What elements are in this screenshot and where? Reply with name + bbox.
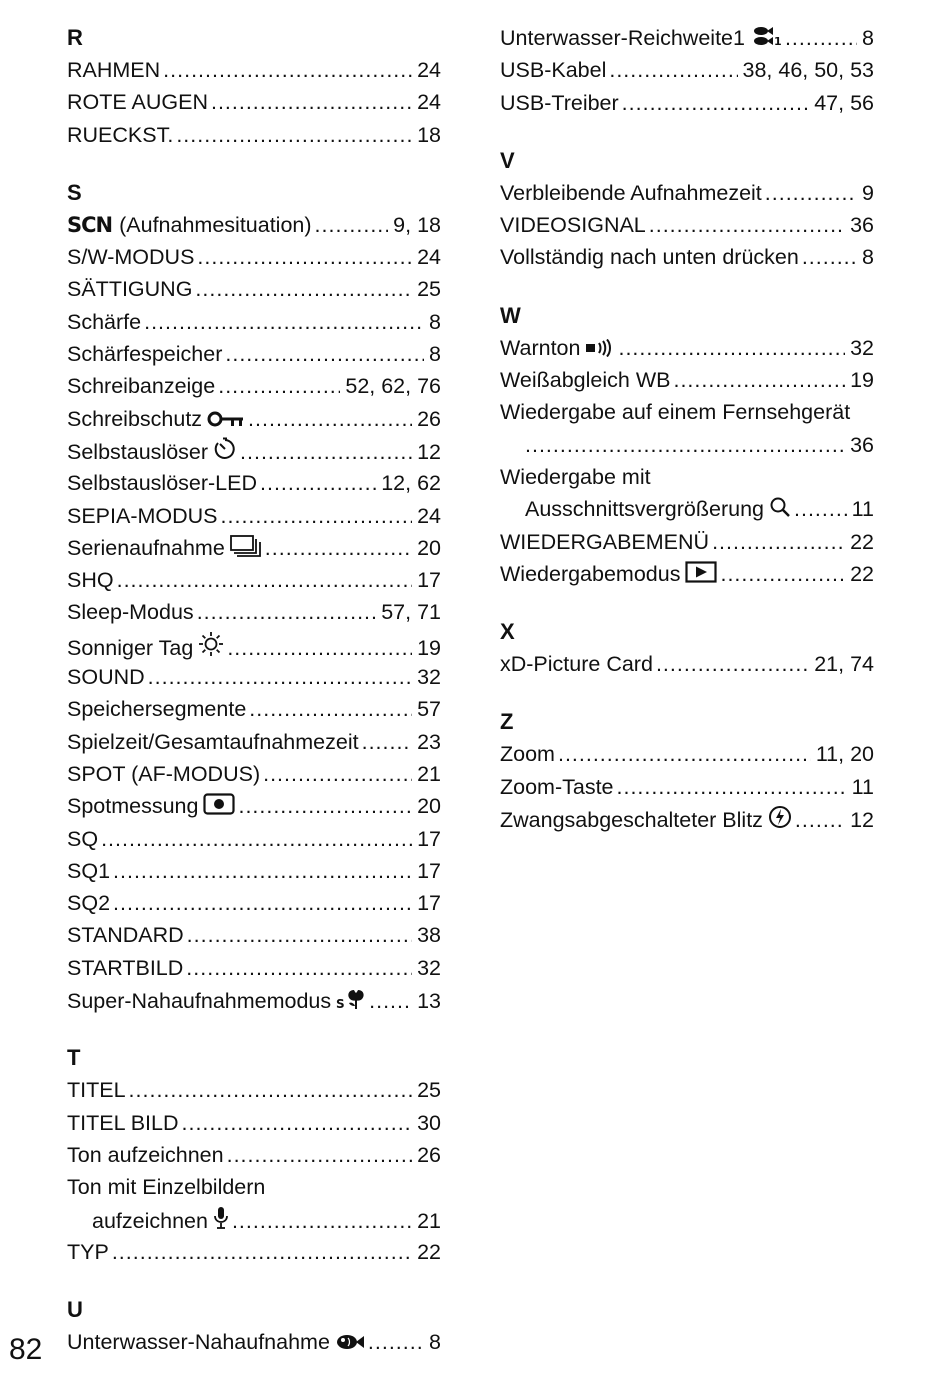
entry-page: 8 <box>862 245 874 270</box>
index-entry <box>500 177 874 209</box>
index-entry <box>67 403 441 435</box>
index-entry <box>67 1139 441 1171</box>
entry-page: 24 <box>417 245 441 270</box>
entry-term: SÄTTIGUNG <box>67 277 193 302</box>
entry-page: 38 <box>417 923 441 948</box>
entry-page: 26 <box>417 1142 441 1167</box>
entry-page: 24 <box>417 58 441 82</box>
index-entry <box>67 306 441 338</box>
entry-term: SEPIA-MODUS <box>67 503 218 528</box>
entry-term: Sleep-Modus <box>67 600 194 625</box>
entry-page: 36 <box>850 432 874 457</box>
entry-term: SQ2 <box>67 891 111 916</box>
entry-term: Schreibanzeige <box>67 374 216 399</box>
index-entry <box>500 396 874 428</box>
entry-page: 19 <box>850 368 874 393</box>
entry-term: Wiedergabe mit <box>500 464 651 489</box>
page-number: 82 <box>9 1333 43 1366</box>
index-entry <box>500 738 874 770</box>
index-entry <box>67 952 441 984</box>
entry-term: Serienaufnahme <box>67 535 225 560</box>
section-letter: T <box>67 1045 81 1071</box>
index-entry <box>500 332 874 364</box>
index-entry <box>67 823 441 855</box>
entry-term: Zoom <box>500 742 555 767</box>
entry-page: 8 <box>429 309 441 334</box>
index-entry <box>500 461 874 493</box>
index-section-r <box>67 22 441 151</box>
index-entry <box>500 558 874 590</box>
sun-icon <box>198 631 224 657</box>
index-entry <box>67 984 441 1016</box>
spot-metering-icon <box>203 793 235 815</box>
entry-page: 9 <box>862 180 874 205</box>
section-letter: X <box>500 619 515 645</box>
entry-term: USB-Kabel <box>500 58 607 83</box>
index-entry <box>67 370 441 402</box>
entry-page: 57, 71 <box>381 600 441 625</box>
beep-icon <box>585 339 615 357</box>
entry-term: Schärfe <box>67 309 142 334</box>
index-entry <box>67 887 441 919</box>
index-entry <box>67 1236 441 1268</box>
playback-icon <box>685 561 717 583</box>
entry-page: 17 <box>417 826 441 851</box>
entry-term: TITEL BILD <box>67 1110 179 1135</box>
entry-page: 19 <box>417 635 441 660</box>
index-entry <box>500 22 874 54</box>
entry-page: 11, 20 <box>815 742 874 767</box>
index-section-t <box>67 1042 441 1268</box>
entry-page: 17 <box>417 568 441 593</box>
index-entry <box>67 919 441 951</box>
entry-term: Schärfespeicher <box>67 342 223 367</box>
entry-term: TYP <box>67 1239 109 1264</box>
entry-term: Weißabgleich WB <box>500 368 671 393</box>
super-macro-icon <box>336 986 366 1010</box>
index-entry <box>67 54 441 86</box>
index-entry <box>500 209 874 241</box>
index-entry <box>500 771 874 803</box>
index-entry <box>67 338 441 370</box>
index-entry <box>500 364 874 396</box>
index-entry <box>500 54 874 86</box>
entry-page: 30 <box>417 1110 441 1135</box>
index-entry <box>67 435 441 467</box>
entry-page: 52, 62, 76 <box>345 374 441 399</box>
entry-term: SQ1 <box>67 858 111 883</box>
entry-term: Warnton <box>500 335 581 360</box>
index-entry <box>67 119 441 151</box>
section-letter: W <box>500 302 521 328</box>
entry-term: SOUND <box>67 665 145 690</box>
entry-page: 21 <box>417 761 441 786</box>
index-section-s <box>67 177 441 1016</box>
index-entry <box>67 564 441 596</box>
entry-page: 17 <box>417 858 441 883</box>
entry-page: 12 <box>850 808 874 833</box>
entry-term: WIEDERGABEMENÜ <box>500 529 710 554</box>
entry-term: xD-Picture Card <box>500 652 653 677</box>
entry-term: VIDEOSIGNAL <box>500 213 646 238</box>
entry-term: Unterwasser-Nahaufnahme <box>67 1330 330 1355</box>
entry-page: 21, 74 <box>814 652 874 677</box>
index-entry <box>500 803 874 835</box>
index-entry <box>67 1107 441 1139</box>
entry-term: Schreibschutz <box>67 406 203 431</box>
entry-term: (Aufnahmesituation) <box>119 212 312 237</box>
section-letter: U <box>67 1297 83 1323</box>
entry-page: 32 <box>417 665 441 690</box>
index-entry <box>67 855 441 887</box>
entry-term: RUECKST. <box>67 122 174 147</box>
entry-term: Zwangsabgeschalteter Blitz <box>500 808 763 833</box>
index-section-u-continued <box>500 22 874 119</box>
index-entry <box>67 86 441 118</box>
index-entry <box>67 790 441 822</box>
entry-page: 8 <box>429 1330 441 1355</box>
entry-term: Ton aufzeichnen <box>67 1142 224 1167</box>
index-entry <box>67 1204 441 1236</box>
entry-page: 23 <box>417 729 441 754</box>
index-section-v <box>500 145 874 274</box>
entry-term: Vollständig nach unten drücken <box>500 245 799 270</box>
underwater-wide-icon <box>750 25 782 47</box>
index-column-right <box>500 22 874 835</box>
entry-page: 25 <box>417 277 441 302</box>
index-entry <box>67 500 441 532</box>
index-entry <box>67 1326 441 1358</box>
index-entry <box>67 1074 441 1106</box>
index-entry <box>67 241 441 273</box>
entry-term: SQ <box>67 826 99 851</box>
entry-term: Super-Nahaufnahmemodus <box>67 989 332 1014</box>
index-section-x <box>500 616 874 680</box>
index-entry <box>67 273 441 305</box>
entry-page: 25 <box>417 1078 441 1103</box>
entry-page: 18 <box>417 122 441 147</box>
index-entry <box>67 661 441 693</box>
entry-page: 9, 18 <box>393 212 441 237</box>
entry-term: aufzeichnen <box>92 1208 208 1233</box>
entry-page: 32 <box>417 955 441 980</box>
entry-term: Wiedergabemodus <box>500 561 681 586</box>
entry-term: Ton mit Einzelbildern <box>67 1175 266 1200</box>
entry-page: 21 <box>417 1208 441 1233</box>
index-section-w <box>500 300 874 590</box>
entry-term: Sonniger Tag <box>67 635 194 660</box>
entry-page: 36 <box>850 213 874 238</box>
entry-term: Speichersegmente <box>67 697 247 722</box>
index-entry <box>500 87 874 119</box>
svg-text:S: S <box>336 997 345 1011</box>
entry-term: Spielzeit/Gesamtaufnahmezeit <box>67 729 359 754</box>
index-entry <box>67 532 441 564</box>
self-timer-icon <box>213 437 237 461</box>
entry-page: 24 <box>417 503 441 528</box>
entry-term: USB-Treiber <box>500 90 619 115</box>
entry-page: 11 <box>851 497 874 522</box>
entry-page: 12, 62 <box>381 471 441 496</box>
entry-page: 22 <box>850 561 874 586</box>
entry-page: 20 <box>417 535 441 560</box>
section-letter: R <box>67 25 83 50</box>
entry-page: 8 <box>862 26 874 50</box>
index-entry <box>500 429 874 461</box>
magnifier-icon <box>769 496 791 518</box>
entry-term: STARTBILD <box>67 955 184 980</box>
key-icon <box>207 410 245 428</box>
index-entry <box>67 209 441 241</box>
entry-term: Verbleibende Aufnahmezeit <box>500 180 762 205</box>
entry-page: 12 <box>417 439 441 464</box>
microphone-icon <box>213 1206 229 1230</box>
entry-page: 22 <box>417 1239 441 1264</box>
entry-term: RAHMEN <box>67 58 161 82</box>
index-column-left <box>67 22 441 1358</box>
entry-page: 11 <box>851 774 874 799</box>
index-entry <box>500 241 874 273</box>
index-entry <box>67 693 441 725</box>
entry-term: SHQ <box>67 568 114 593</box>
entry-term: Spotmessung <box>67 794 199 819</box>
index-entry <box>67 629 441 661</box>
entry-page: 22 <box>850 529 874 554</box>
entry-term: Selbstauslöser <box>67 439 209 464</box>
index-entry <box>67 467 441 499</box>
entry-page: 26 <box>417 406 441 431</box>
entry-term: Wiedergabe auf einem Fernsehgerät <box>500 400 851 425</box>
index-section-u <box>67 1294 441 1358</box>
index-entry <box>67 726 441 758</box>
entry-term: S/W-MODUS <box>67 245 195 270</box>
entry-term: SPOT (AF-MODUS) <box>67 761 261 786</box>
underwater-macro-icon <box>335 1333 365 1351</box>
flash-off-icon <box>768 805 792 829</box>
entry-page: 8 <box>429 342 441 367</box>
entry-term: Unterwasser-Reichweite1 <box>500 26 745 50</box>
index-entry <box>500 526 874 558</box>
scn-icon: SCN <box>67 212 113 237</box>
entry-page: 47, 56 <box>814 90 874 115</box>
entry-term: Ausschnittsvergrößerung <box>525 497 764 522</box>
index-entry <box>67 596 441 628</box>
index-entry <box>67 1171 441 1203</box>
index-entry <box>500 493 874 525</box>
index-section-z <box>500 706 874 835</box>
entry-term: TITEL <box>67 1078 126 1103</box>
sequential-shooting-icon <box>230 535 262 557</box>
entry-page: 38, 46, 50, 53 <box>742 58 874 83</box>
section-letter: Z <box>500 709 514 735</box>
index-entry <box>67 758 441 790</box>
entry-page: 20 <box>417 794 441 819</box>
entry-term: STANDARD <box>67 923 184 948</box>
entry-term: ROTE AUGEN <box>67 90 208 115</box>
entry-page: 57 <box>417 697 441 722</box>
section-letter: V <box>500 147 515 173</box>
entry-term: Selbstauslöser-LED <box>67 471 258 496</box>
entry-page: 24 <box>417 90 441 115</box>
index-entry <box>500 648 874 680</box>
entry-page: 32 <box>850 335 874 360</box>
entry-term: Zoom-Taste <box>500 774 614 799</box>
entry-page: 17 <box>417 891 441 916</box>
svg-text:1: 1 <box>773 35 782 47</box>
entry-page: 13 <box>417 989 441 1014</box>
section-letter: S <box>67 179 82 205</box>
